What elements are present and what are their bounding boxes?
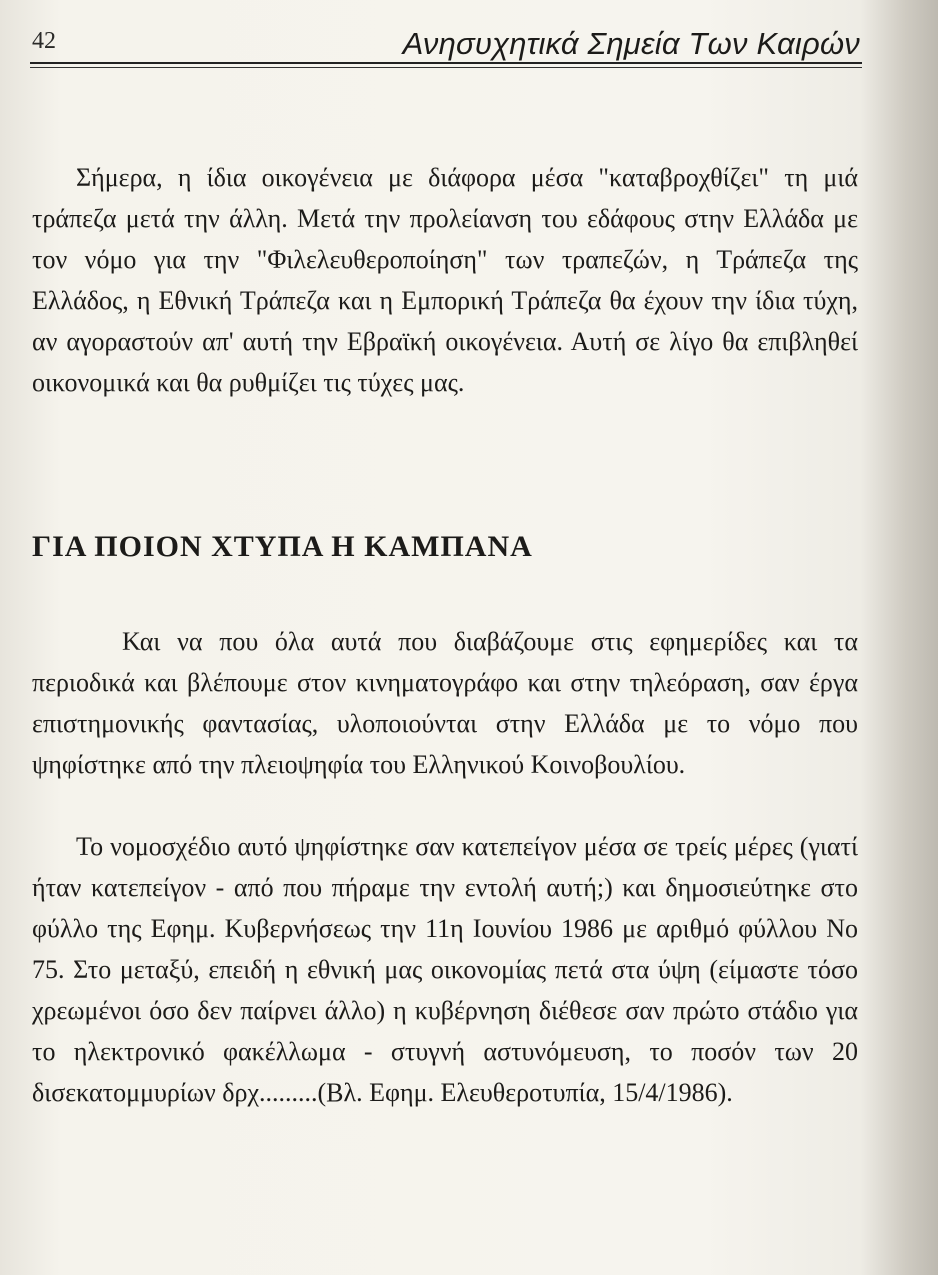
paragraph-bill-passed: Το νομοσχέδιο αυτό ψηφίστηκε σαν κατεπείγον μέσα σε τρείς μέρες (γιατί ήταν κατεπείγον - από που πήραμε την εντολή αυτή;) και δημοσιεύτηκε στο φύλλο της Εφημ. Κυβερνήσεως την 11η Ιουνίου 1986 με αριθμό φύλλου Νο 75. Στο μεταξύ, επειδή η εθνική μας οικονομίας πετά στα ύψη (είμαστε τόσο χρεωμένοι όσο δεν παίρνει άλλο) η κυβέρνηση διέθεσε σαν πρώτο στάδιο για το ηλεκτρονικό φακέλλωμα - στυγνή αστυνόμευση, το ποσόν των 20 δισεκατομμυρίων δρχ.........(Βλ. Εφημ. Ελευθεροτυπία, 15/4/1986). (32, 832, 858, 1107)
page-header (30, 14, 860, 64)
page-number: 42 (32, 28, 56, 54)
running-title: Ανησυχητικά Σημεία Των Καιρών (402, 26, 860, 61)
header-rule-thick (30, 62, 862, 64)
section-heading: ΓΙΑ ΠΟΙΟΝ ΧΤΥΠΑ Η ΚΑΜΠΑΝΑ (32, 530, 533, 563)
paragraph-science-fiction: Και να που όλα αυτά που διαβάζουμε στις εφημερίδες και τα περιοδικά και βλέπουμε στον κινηματογράφο και στην τηλεόραση, σαν έργα επιστημονικής φαντασίας, υλοποιούνται στην Ελλάδα με το νόμο που ψηφίστηκε από την πλειοψηφία του Ελληνικού Κοινοβουλίου. (32, 627, 858, 779)
paragraph-banking-family: Σήμερα, η ίδια οικογένεια με διάφορα μέσα "καταβροχθίζει" τη μιά τράπεζα μετά την άλλη. Μετά την προλείανση του εδάφους στην Ελλάδα με τον νόμο για την "Φιλελευθεροποίηση" των τραπεζών, η Τράπεζα της Ελλάδος, η Εθνική Τράπεζα και η Εμπορική Τράπεζα θα έχουν την ίδια τύχη, αν αγοραστούν απ' αυτή την Εβραϊκή οικογένεια. Αυτή σε λίγο θα επιβληθεί οικονομικά και θα ρυθμίζει τις τύχες μας. (32, 163, 858, 397)
header-rule-thin (30, 67, 862, 68)
